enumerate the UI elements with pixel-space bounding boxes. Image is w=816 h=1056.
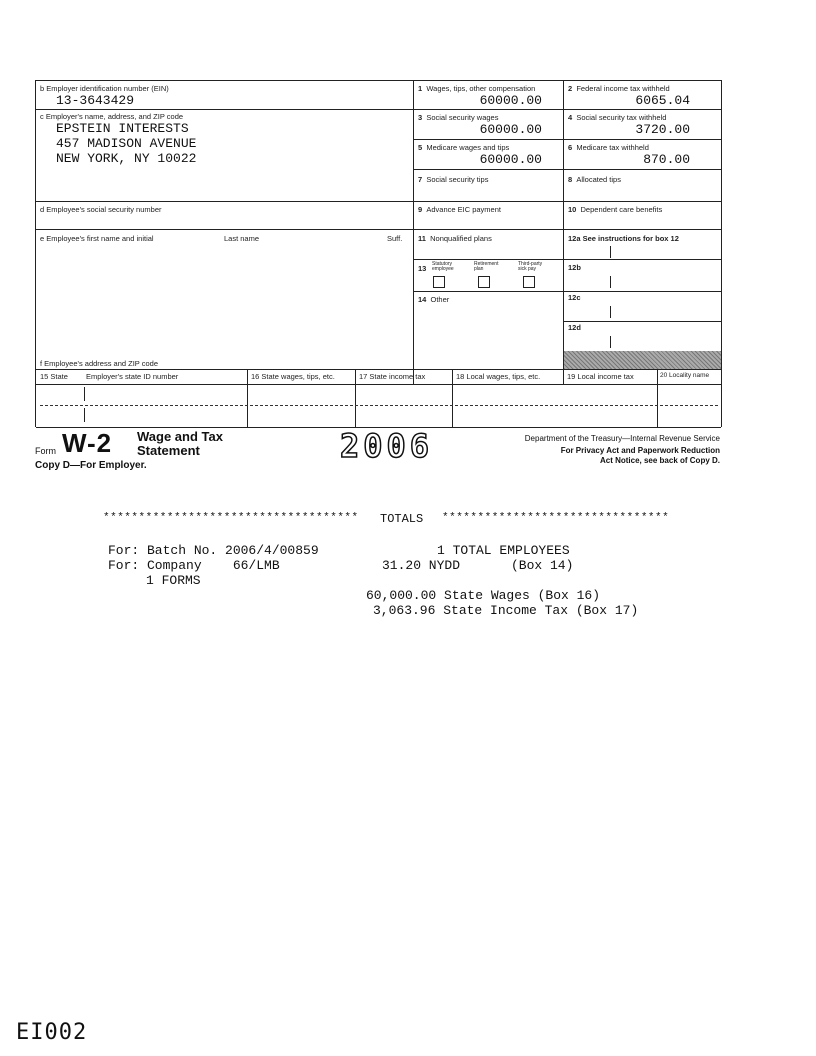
box15-id-label: Employer's state ID number xyxy=(86,372,179,381)
state-tax-line: 3,063.96 State Income Tax (Box 17) xyxy=(373,603,639,618)
box10-num: 10 xyxy=(568,205,577,214)
box12d-label: 12d xyxy=(568,323,581,332)
box6-value: 870.00 xyxy=(643,152,690,167)
box16-label: 16 State wages, tips, etc. xyxy=(251,372,335,381)
box20-label: 20 Locality name xyxy=(660,372,710,379)
box13-statutory-label: Statutory employee xyxy=(432,261,454,272)
box9-num: 9 xyxy=(418,205,423,214)
form-title-line1: Wage and Tax xyxy=(137,429,223,444)
box8-num: 8 xyxy=(568,175,573,184)
statutory-employee-checkbox[interactable] xyxy=(433,276,445,288)
box-d-label: d Employee's social security number xyxy=(40,205,162,214)
box12a-label: 12a See instructions for box 12 xyxy=(568,234,679,243)
w2-form xyxy=(35,80,722,427)
box13-num: 13 xyxy=(418,264,427,273)
third-party-sick-pay-checkbox[interactable] xyxy=(523,276,535,288)
box1-num: 1 xyxy=(418,84,423,93)
box3-num: 3 xyxy=(418,113,423,122)
box4-label: Social security tax withheld xyxy=(576,113,667,122)
box-f-label: f Employee's address and ZIP code xyxy=(40,359,159,368)
box19-label: 19 Local income tax xyxy=(567,372,634,381)
nydd-line: 31.20 NYDD xyxy=(382,558,461,573)
box5-label: Medicare wages and tips xyxy=(426,143,510,152)
forms-line: 1 FORMS xyxy=(146,573,201,588)
copy-label: Copy D—For Employer. xyxy=(35,460,147,471)
box9-label: Advance EIC payment xyxy=(426,205,501,214)
box2-value: 6065.04 xyxy=(635,93,690,108)
box13-thirdparty-label: Third-party sick pay xyxy=(518,261,543,272)
last-name-label: Last name xyxy=(224,234,260,243)
page-id: EI002 xyxy=(16,1020,88,1045)
stars-right: ******************************** xyxy=(442,512,670,524)
box4-num: 4 xyxy=(568,113,573,122)
box8-label: Allocated tips xyxy=(576,175,621,184)
box2-label: Federal income tax withheld xyxy=(576,84,670,93)
box14-label: Other xyxy=(430,295,450,304)
box11-label: Nonqualified plans xyxy=(430,234,492,243)
box1-value: 60000.00 xyxy=(479,93,542,108)
state-wages-line: 60,000.00 State Wages (Box 16) xyxy=(366,588,601,603)
box17-label: 17 State income tax xyxy=(359,372,426,381)
form-code: W-2 xyxy=(62,428,113,458)
tax-year: 2006 xyxy=(340,427,434,465)
box10-label: Dependent care benefits xyxy=(580,205,663,214)
dept-line: Department of the Treasury—Internal Revenue Service xyxy=(524,434,720,443)
box3-label: Social security wages xyxy=(426,113,499,122)
box-e-label: e Employee's first name and initial xyxy=(40,234,154,243)
batch-line: For: Batch No. 2006/4/00859 xyxy=(108,543,319,558)
privacy-line2: Act Notice, see back of Copy D. xyxy=(599,456,720,465)
company-line: For: Company 66/LMB xyxy=(108,558,280,573)
box5-value: 60000.00 xyxy=(479,152,542,167)
totals-label: TOTALS xyxy=(380,512,424,526)
privacy-line1: For Privacy Act and Paperwork Reduction xyxy=(560,446,720,455)
box14-ref: (Box 14) xyxy=(511,558,574,573)
form-word: Form xyxy=(35,446,56,456)
box2-num: 2 xyxy=(568,84,573,93)
employer-name: EPSTEIN INTERESTS xyxy=(56,121,189,136)
box7-num: 7 xyxy=(418,175,423,184)
form-title-line2: Statement xyxy=(137,443,200,458)
box11-num: 11 xyxy=(418,234,426,243)
box6-label: Medicare tax withheld xyxy=(576,143,649,152)
box12b-label: 12b xyxy=(568,263,581,272)
suffix-label: Suff. xyxy=(387,234,403,243)
employees-line: 1 TOTAL EMPLOYEES xyxy=(437,543,570,558)
box5-num: 5 xyxy=(418,143,423,152)
box14-num: 14 xyxy=(418,295,427,304)
box7-label: Social security tips xyxy=(426,175,489,184)
box-c-label: c Employer's name, address, and ZIP code xyxy=(40,112,184,121)
stars-left: ************************************ xyxy=(103,512,359,524)
box3-value: 60000.00 xyxy=(479,122,542,137)
box4-value: 3720.00 xyxy=(635,122,690,137)
employer-address-1: 457 MADISON AVENUE xyxy=(56,136,197,151)
box18-label: 18 Local wages, tips, etc. xyxy=(456,372,541,381)
employer-address-2: NEW YORK, NY 10022 xyxy=(56,151,197,166)
ein-value: 13-3643429 xyxy=(56,93,135,108)
box15-state-label: 15 State xyxy=(40,372,68,381)
box12c-label: 12c xyxy=(568,293,581,302)
box-b-label: b Employer identification number (EIN) xyxy=(40,84,169,93)
box6-num: 6 xyxy=(568,143,573,152)
box13-retirement-label: Retirement plan xyxy=(474,261,499,272)
retirement-plan-checkbox[interactable] xyxy=(478,276,490,288)
box1-label: Wages, tips, other compensation xyxy=(426,84,536,93)
